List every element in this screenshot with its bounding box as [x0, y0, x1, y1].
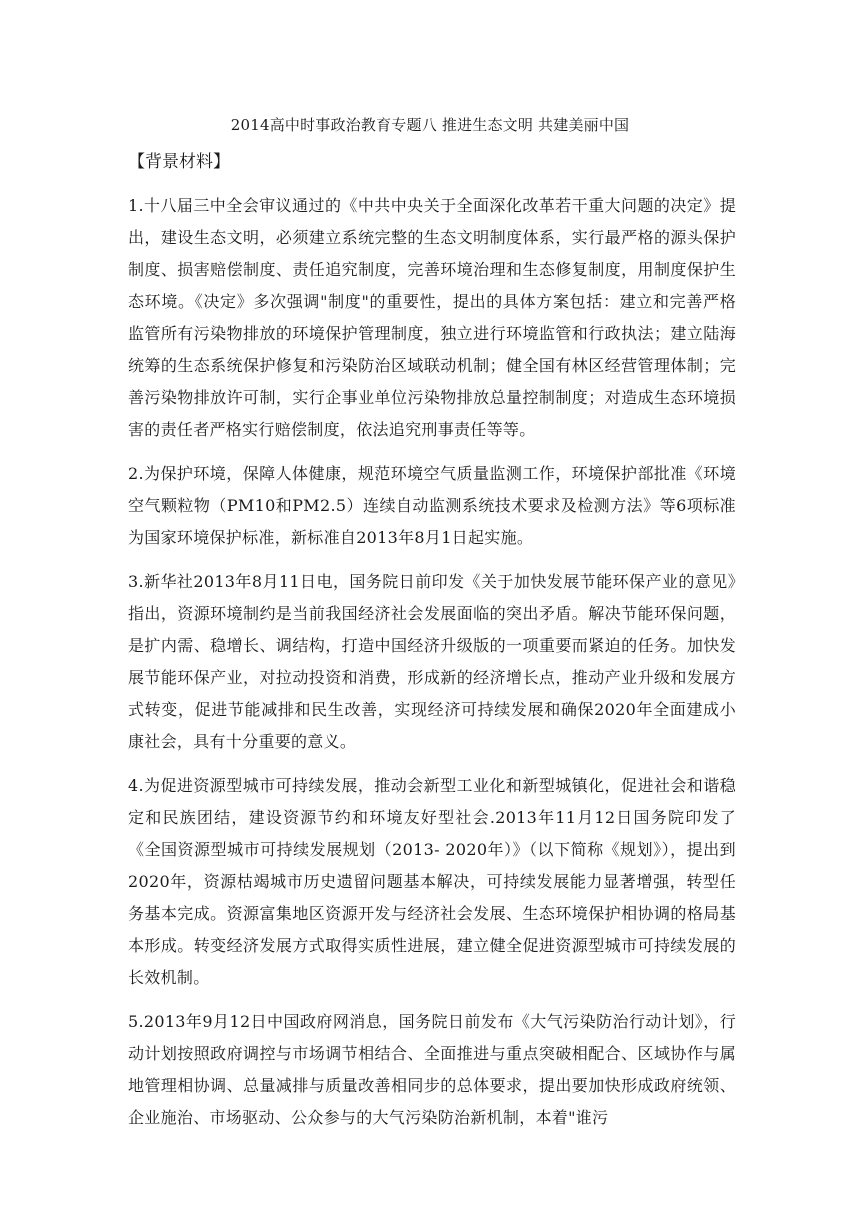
paragraph-5: 5.2013年9月12日中国政府网消息，国务院日前发布《大气污染防治行动计划》，行动计划按照政府调控与市场调节相结合、全面推进与重点突破相配合、区域协作与属地管理相协调、总量减排与质量改善相同步的总体要求，提出要加快形成政府统领、企业施治、市场驱动、公众参与的大气污染防治新机制，本着"谁污	[128, 1012, 736, 1127]
paragraph-2: 2.为保护环境，保障人体健康，规范环境空气质量监测工作，环境保护部批准《环境空气颗粒物（PM10和PM2.5）连续自动监测系统技术要求及检测方法》等6项标准为国家环境保护标准，新标准自2013年8月1日起实施。	[128, 464, 736, 547]
section-heading: 【背景材料】	[128, 152, 230, 172]
document-title: 2014高中时事政治教育专题八 推进生态文明 共建美丽中国	[230, 116, 630, 134]
paragraph-4: 4.为促进资源型城市可持续发展，推动会新型工业化和新型城镇化，促进社会和谐稳定和民族团结，建设资源节约和环境友好型社会.2013年11月12日国务院印发了《全国资源型城市可持续发展规划（2013- 2020年）》（以下简称《规划》），提出到2020年，资源枯竭城市历史遗留问题基本解决，可持续发展能力显著增强，转型任务基本完成。资源富集地区资源开发与经济社会发展、生态环境保护相协调的格局基本形成。转变经济发展方式取得实质性进展，建立健全促进资源型城市可持续发展的长效机制。	[128, 776, 736, 987]
paragraph-3: 3.新华社2013年8月11日电，国务院日前印发《关于加快发展节能环保产业的意见》指出，资源环境制约是当前我国经济社会发展面临的突出矛盾。解决节能环保问题，是扩内需、稳增长、调结构，打造中国经济升级版的一项重要而紧迫的任务。加快发展节能环保产业，对拉动投资和消费，形成新的经济增长点，推动产业升级和发展方式转变，促进节能减排和民生改善，实现经济可持续发展和确保2020年全面建成小康社会，具有十分重要的意义。	[128, 572, 736, 751]
paragraph-1: 1.十八届三中全会审议通过的《中共中央关于全面深化改革若干重大问题的决定》提出，建设生态文明，必须建立系统完整的生态文明制度体系，实行最严格的源头保护制度、损害赔偿制度、责任追究制度，完善环境治理和生态修复制度，用制度保护生态环境。《决定》多次强调"制度"的重要性，提出的具体方案包括：建立和完善严格监管所有污染物排放的环境保护管理制度，独立进行环境监管和行政执法；建立陆海统筹的生态系统保护修复和污染防治区域联动机制；健全国有林区经营管理体制；完善污染物排放许可制，实行企事业单位污染物排放总量控制制度；对造成生态环境损害的责任者严格实行赔偿制度，依法追究刑事责任等等。	[128, 196, 736, 439]
document-body	[128, 190, 736, 1146]
